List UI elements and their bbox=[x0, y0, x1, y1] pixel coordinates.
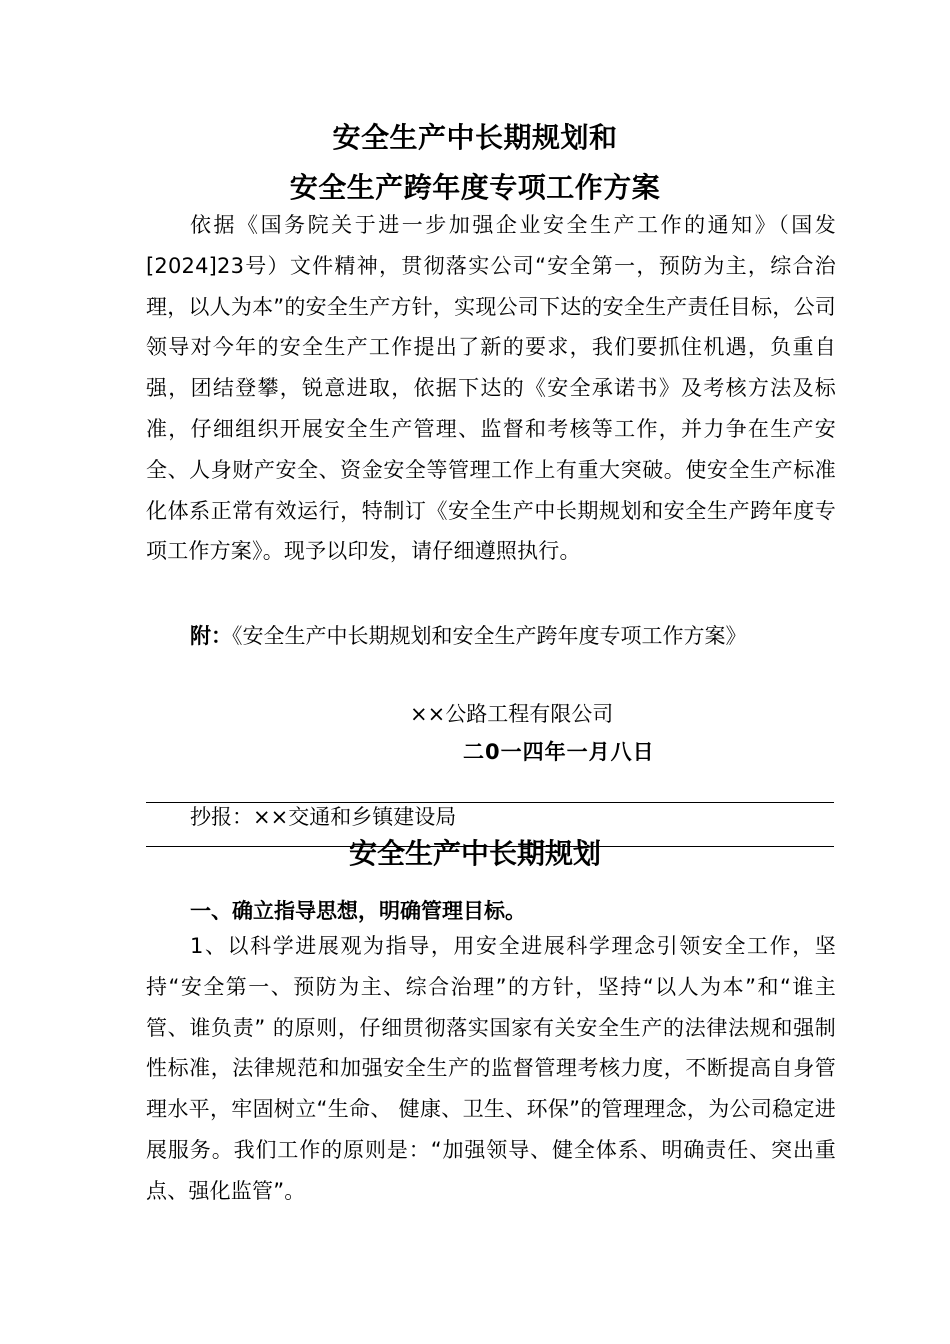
cc-line: 抄报：××交通和乡镇建设局 bbox=[190, 805, 457, 829]
section-heading-1: 一、确立指导思想，明确管理目标。 bbox=[190, 899, 526, 923]
intro-paragraph: 依据《国务院关于进一步加强企业安全生产工作的通知》（国发[2024]23号）文件精神，贯彻落实公司“安全第一，预防为主，综合治理，以人为本”的安全生产方针，实现公司下达的安全生产责任目标，公司领导对今年的安全生产工作提出了新的要求，我们要抓住机遇，负重自强，团结登攀，锐意进取，依据下达的《安全承诺书》及考核方法及标准，仔细组织开展安全生产管理、监督和考核等工作，并力争在生产安全、人身财产安全、资金安全等管理工作上有重大突破。使安全生产标准化体系正常有效运行，特制订《安全生产中长期规划和安全生产跨年度专项工作方案》。现予以印发，请仔细遵照执行。 bbox=[146, 213, 836, 564]
attachment-line bbox=[190, 620, 747, 650]
document-title-line1: 安全生产中长期规划和 bbox=[332, 121, 618, 154]
company-name: ××公路工程有限公司 bbox=[410, 702, 614, 726]
guideline-paragraph: 1、以科学进展观为指导，用安全进展科学理念引领安全工作，坚持“安全第一、预防为主、综合治理”的方针，坚持“以人为本”和“谁主管、谁负责” 的原则，仔细贯彻落实国家有关安全生产的法律法规和强制性标准，法律规范和加强安全生产的监督管理考核力度，不断提高自身管理水平，牢固树立“生命、 健康、卫生、环保”的管理理念，为公司稳定进展服务。我们工作的原则是：“加强领导、健全体系、明确责任、突出重点、强化监管”。 bbox=[146, 934, 836, 1203]
issue-date: 二0一四年一月八日 bbox=[463, 740, 655, 764]
section-title: 安全生产中长期规划 bbox=[348, 837, 601, 870]
attachment-label: 附： bbox=[190, 624, 232, 648]
document-title-line2: 安全生产跨年度专项工作方案 bbox=[289, 171, 661, 204]
attachment-text: 《安全生产中长期规划和安全生产跨年度专项工作方案》 bbox=[232, 624, 747, 648]
